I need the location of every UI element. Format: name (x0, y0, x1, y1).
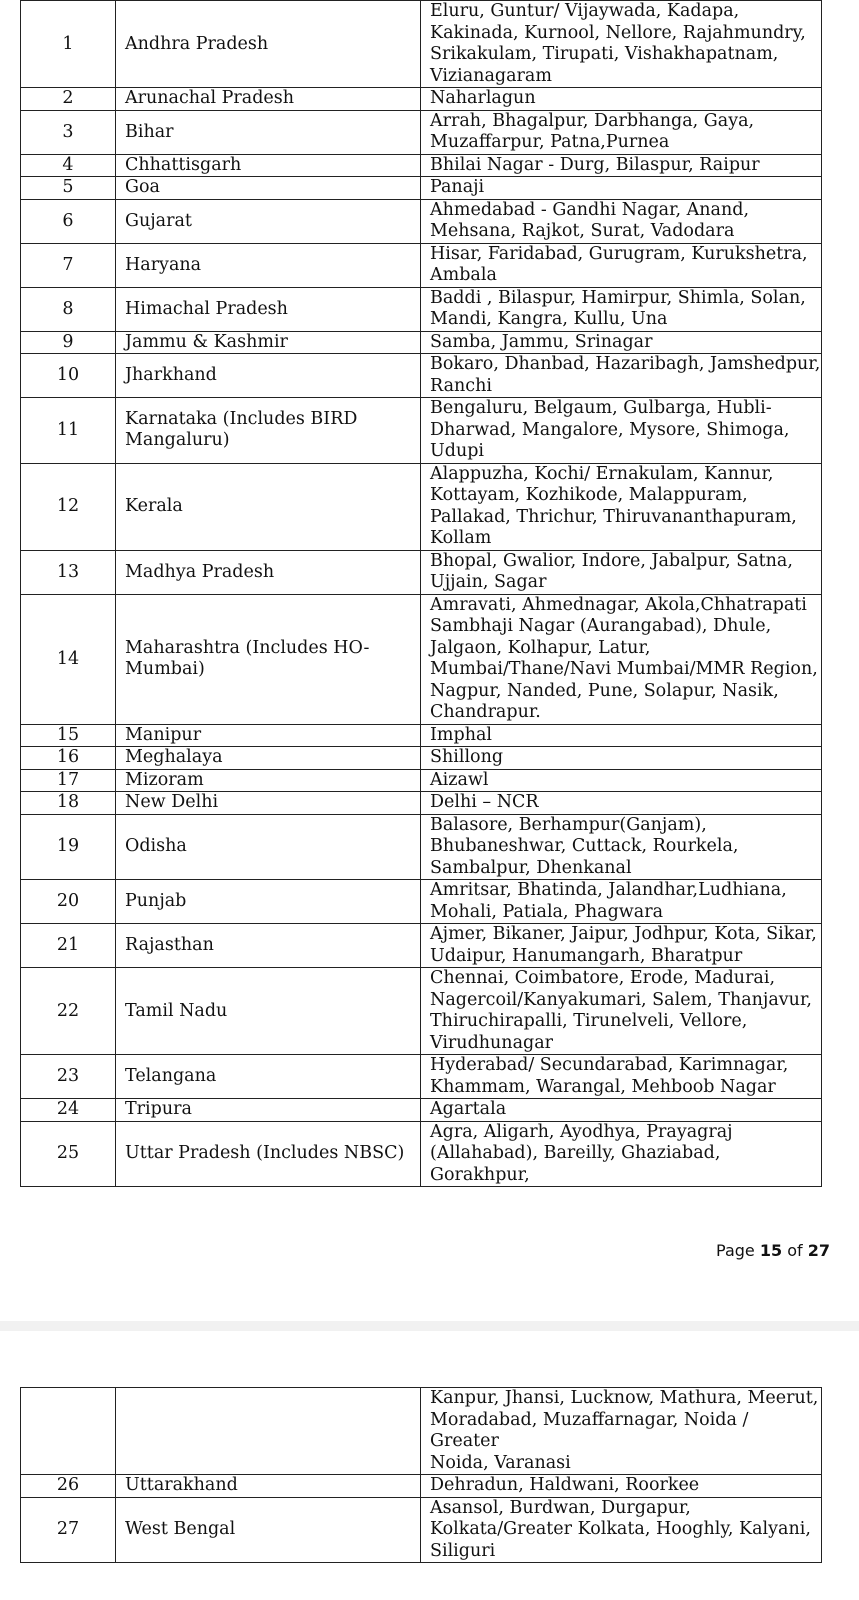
state-name: Punjab (116, 880, 421, 924)
state-name: Haryana (116, 243, 421, 287)
row-number: 1 (21, 1, 116, 88)
row-number: 23 (21, 1055, 116, 1099)
table-row (21, 968, 822, 1055)
state-name: Maharashtra (Includes HO- Mumbai) (116, 594, 421, 724)
row-number: 20 (21, 880, 116, 924)
row-number: 9 (21, 331, 116, 354)
city-list: Panaji (421, 177, 822, 200)
table-row (21, 177, 822, 200)
city-list: Bokaro, Dhanbad, Hazaribagh, Jamshedpur, Ranchi (421, 354, 822, 398)
row-number: 24 (21, 1099, 116, 1122)
row-number: 21 (21, 924, 116, 968)
city-list: Baddi , Bilaspur, Hamirpur, Shimla, Solan, Mandi, Kangra, Kullu, Una (421, 287, 822, 331)
table-row (21, 769, 822, 792)
state-name: Madhya Pradesh (116, 550, 421, 594)
city-list: Aizawl (421, 769, 822, 792)
row-number: 4 (21, 154, 116, 177)
city-list: Samba, Jammu, Srinagar (421, 331, 822, 354)
state-name: New Delhi (116, 792, 421, 815)
table-row (21, 880, 822, 924)
row-number: 14 (21, 594, 116, 724)
state-name: Jharkhand (116, 354, 421, 398)
cities-table-part-2 (20, 1387, 822, 1563)
row-number: 15 (21, 724, 116, 747)
city-list: Hyderabad/ Secundarabad, Karimnagar, Khammam, Warangal, Mehboob Nagar (421, 1055, 822, 1099)
state-name: West Bengal (116, 1497, 421, 1563)
state-name: Odisha (116, 814, 421, 880)
page-label: Page (716, 1241, 755, 1260)
cities-table-body (21, 1388, 822, 1563)
state-name (116, 1388, 421, 1475)
row-number: 12 (21, 463, 116, 550)
table-row (21, 1475, 822, 1498)
table-row (21, 814, 822, 880)
city-list: Delhi – NCR (421, 792, 822, 815)
city-list: Alappuzha, Kochi/ Ernakulam, Kannur, Kottayam, Kozhikode, Malappuram, Pallakad, Thrichur, Thiruvananthapuram, Kollam (421, 463, 822, 550)
page-total: 27 (807, 1241, 830, 1260)
state-name: Karnataka (Includes BIRD Mangaluru) (116, 398, 421, 464)
page-current: 15 (759, 1241, 783, 1260)
city-list: Imphal (421, 724, 822, 747)
table-row (21, 154, 822, 177)
row-number: 5 (21, 177, 116, 200)
row-number: 10 (21, 354, 116, 398)
table-row (21, 550, 822, 594)
table-row (21, 724, 822, 747)
city-list: Bhilai Nagar - Durg, Bilaspur, Raipur (421, 154, 822, 177)
city-list: Amritsar, Bhatinda, Jalandhar,Ludhiana, Mohali, Patiala, Phagwara (421, 880, 822, 924)
state-name: Mizoram (116, 769, 421, 792)
city-list: Kanpur, Jhansi, Lucknow, Mathura, Meerut, Moradabad, Muzaffarnagar, Noida / Greater Noida, Varanasi (421, 1388, 822, 1475)
table-row (21, 243, 822, 287)
cities-table-body (21, 1, 822, 1187)
state-name: Meghalaya (116, 747, 421, 770)
table-row (21, 1388, 822, 1475)
row-number: 25 (21, 1121, 116, 1187)
row-number: 11 (21, 398, 116, 464)
state-name: Uttarakhand (116, 1475, 421, 1498)
state-name: Manipur (116, 724, 421, 747)
row-number: 27 (21, 1497, 116, 1563)
cities-table-part-1 (20, 0, 822, 1187)
table-row (21, 594, 822, 724)
city-list: Bengaluru, Belgaum, Gulbarga, Hubli- Dharwad, Mangalore, Mysore, Shimoga, Udupi (421, 398, 822, 464)
table-row (21, 110, 822, 154)
state-name: Telangana (116, 1055, 421, 1099)
city-list: Agra, Aligarh, Ayodhya, Prayagraj (Allahabad), Bareilly, Ghaziabad, Gorakhpur, (421, 1121, 822, 1187)
table-row (21, 1497, 822, 1563)
state-name: Himachal Pradesh (116, 287, 421, 331)
table-row (21, 1121, 822, 1187)
table-row (21, 88, 822, 111)
city-list: Hisar, Faridabad, Gurugram, Kurukshetra, Ambala (421, 243, 822, 287)
state-name: Bihar (116, 110, 421, 154)
row-number: 2 (21, 88, 116, 111)
state-name: Andhra Pradesh (116, 1, 421, 88)
city-list: Ahmedabad - Gandhi Nagar, Anand, Mehsana, Rajkot, Surat, Vadodara (421, 199, 822, 243)
state-name: Chhattisgarh (116, 154, 421, 177)
state-name: Jammu & Kashmir (116, 331, 421, 354)
city-list: Bhopal, Gwalior, Indore, Jabalpur, Satna, Ujjain, Sagar (421, 550, 822, 594)
state-name: Arunachal Pradesh (116, 88, 421, 111)
table-row (21, 747, 822, 770)
table-row (21, 1055, 822, 1099)
table-row (21, 792, 822, 815)
city-list: Chennai, Coimbatore, Erode, Madurai, Nagercoil/Kanyakumari, Salem, Thanjavur, Thiruchirapalli, Tirunelveli, Vellore, Virudhunagar (421, 968, 822, 1055)
city-list: Eluru, Guntur/ Vijaywada, Kadapa, Kakinada, Kurnool, Nellore, Rajahmundry, Srikakulam, Tirupati, Vishakhapatnam, Vizianagaram (421, 1, 822, 88)
page-separator (0, 1321, 859, 1331)
row-number: 8 (21, 287, 116, 331)
table-row (21, 1099, 822, 1122)
city-list: Arrah, Bhagalpur, Darbhanga, Gaya, Muzaffarpur, Patna,Purnea (421, 110, 822, 154)
table-row (21, 398, 822, 464)
city-list: Dehradun, Haldwani, Roorkee (421, 1475, 822, 1498)
table-row (21, 199, 822, 243)
state-name: Kerala (116, 463, 421, 550)
row-number: 6 (21, 199, 116, 243)
city-list: Shillong (421, 747, 822, 770)
row-number: 19 (21, 814, 116, 880)
state-name: Gujarat (116, 199, 421, 243)
table-row (21, 331, 822, 354)
page-of: of (787, 1241, 803, 1260)
city-list: Amravati, Ahmednagar, Akola,Chhatrapati Sambhaji Nagar (Aurangabad), Dhule, Jalgaon, Kolhapur, Latur, Mumbai/Thane/Navi Mumbai/MMR Region, Nagpur, Nanded, Pune, Solapur, Nasik, Chandrapur. (421, 594, 822, 724)
city-list: Balasore, Berhampur(Ganjam), Bhubaneshwar, Cuttack, Rourkela, Sambalpur, Dhenkanal (421, 814, 822, 880)
state-name: Rajasthan (116, 924, 421, 968)
city-list: Ajmer, Bikaner, Jaipur, Jodhpur, Kota, Sikar, Udaipur, Hanumangarh, Bharatpur (421, 924, 822, 968)
state-name: Tripura (116, 1099, 421, 1122)
row-number: 18 (21, 792, 116, 815)
row-number (21, 1388, 116, 1475)
table-row (21, 287, 822, 331)
row-number: 26 (21, 1475, 116, 1498)
row-number: 13 (21, 550, 116, 594)
state-name: Goa (116, 177, 421, 200)
table-row (21, 354, 822, 398)
state-name: Tamil Nadu (116, 968, 421, 1055)
row-number: 17 (21, 769, 116, 792)
table-row (21, 1, 822, 88)
row-number: 22 (21, 968, 116, 1055)
row-number: 16 (21, 747, 116, 770)
page-number (716, 1241, 830, 1260)
city-list: Asansol, Burdwan, Durgapur, Kolkata/Greater Kolkata, Hooghly, Kalyani, Siliguri (421, 1497, 822, 1563)
table-row (21, 924, 822, 968)
row-number: 3 (21, 110, 116, 154)
city-list: Agartala (421, 1099, 822, 1122)
city-list: Naharlagun (421, 88, 822, 111)
state-name: Uttar Pradesh (Includes NBSC) (116, 1121, 421, 1187)
table-row (21, 463, 822, 550)
row-number: 7 (21, 243, 116, 287)
